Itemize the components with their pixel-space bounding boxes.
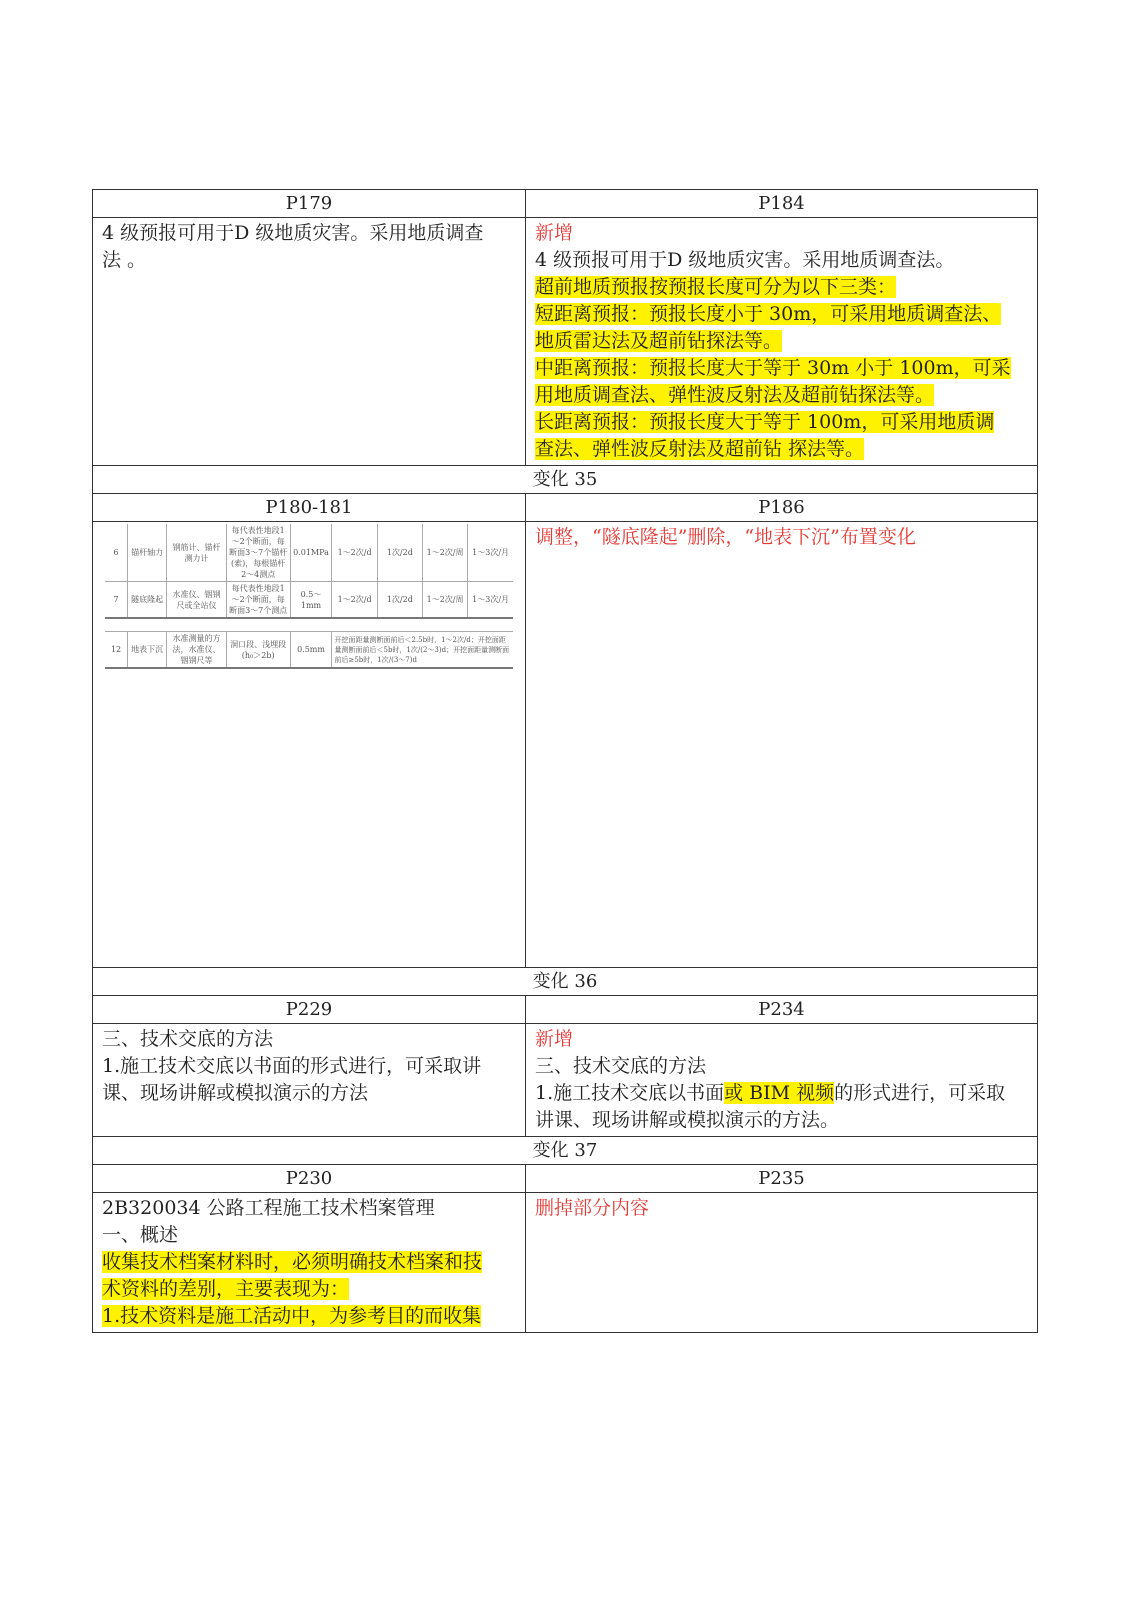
page-header-row <box>93 190 1038 218</box>
highlighted-text: 收集技术档案材料时，必须明确技术档案和技 <box>102 1251 483 1273</box>
content-row <box>93 1193 1038 1333</box>
scan-cell: 水准仪、铟钢尺或全站仪 <box>167 582 227 619</box>
scan-cell: 0.5～1mm <box>290 582 332 619</box>
content-row <box>93 522 1038 968</box>
text-line <box>535 1080 1028 1107</box>
scan-cell: 隧底隆起 <box>128 582 167 619</box>
text-line: 4 级预报可用于D 级地质灾害。采用地质调查法。 <box>535 249 955 271</box>
highlighted-text: 术资料的差别，主要表现为： <box>102 1278 350 1300</box>
scan-cell: 1～3次/月 <box>468 524 513 582</box>
change-tag: 新增 <box>535 1028 574 1050</box>
highlighted-text: 地质雷达法及超前钻探法等。 <box>535 330 783 352</box>
scan-cell: 1～2次/d <box>332 524 377 582</box>
new-content <box>526 522 1038 968</box>
change-label-row <box>93 466 1038 494</box>
scan-cell: 0.5mm <box>290 632 332 669</box>
text-line: 三、技术交底的方法 <box>535 1055 707 1077</box>
scan-cell: 开挖面距量测断面前后＜2.5b时，1～2次/d；开挖面距量测断面前后＜5b时，1次/(2～3)d；开挖面距量测断面前后≥5b时，1次/(3～7)d <box>332 632 513 669</box>
text-line: 课、现场讲解或模拟演示的方法 <box>102 1082 369 1104</box>
old-page-ref: P229 <box>93 996 526 1024</box>
change-label: 变化 37 <box>93 1137 1038 1165</box>
new-page-ref: P235 <box>526 1165 1038 1193</box>
text-segment: 1.施工技术交底以书面 <box>535 1082 725 1104</box>
text-line: 2B320034 公路工程施工技术档案管理 <box>102 1197 435 1219</box>
new-page-ref: P186 <box>526 494 1038 522</box>
scan-row <box>105 524 513 582</box>
highlighted-text: 查法、弹性波反射法及超前钻 探法等。 <box>535 438 865 460</box>
change-label: 变化 36 <box>93 968 1038 996</box>
text-line: 1.施工技术交底以书面的形式进行，可采取讲 <box>102 1055 482 1077</box>
change-tag: 删掉部分内容 <box>535 1197 650 1219</box>
new-page-ref: P184 <box>526 190 1038 218</box>
scan-cell: 洞口段、浅埋段(h₀＞2b) <box>226 632 290 669</box>
change-note: 调整，“隧底隆起”删除，“地表下沉”布置变化 <box>535 526 916 548</box>
text-line: 三、技术交底的方法 <box>102 1028 274 1050</box>
highlighted-text: 中距离预报：预报长度大于等于 30m 小于 100m，可采 <box>535 357 1011 379</box>
scan-cell: 7 <box>105 582 128 619</box>
highlighted-text: 超前地质预报按预报长度可分为以下三类： <box>535 276 897 298</box>
content-row <box>93 218 1038 466</box>
scan-cell: 水准测量的方法，水准仪、铟钢尺等 <box>167 632 227 669</box>
scan-cell: 1次/2d <box>377 524 422 582</box>
old-content <box>93 218 526 466</box>
scan-cell: 1～3次/月 <box>468 582 513 619</box>
scan-row <box>105 582 513 619</box>
scan-cell: 每代表性地段1～2个断面，每断面3～7个锚杆(索)，每根锚杆2～4测点 <box>226 524 290 582</box>
text-line: 法 。 <box>102 249 147 271</box>
change-label-row <box>93 1137 1038 1165</box>
new-page-ref: P234 <box>526 996 1038 1024</box>
change-label-row <box>93 968 1038 996</box>
old-page-ref: P180-181 <box>93 494 526 522</box>
scan-cell: 6 <box>113 548 119 557</box>
old-content <box>93 1193 526 1333</box>
change-label: 变化 35 <box>93 466 1038 494</box>
highlighted-text: 短距离预报：预报长度小于 30m，可采用地质调查法、 <box>535 303 1002 325</box>
highlighted-text: 长距离预报：预报长度大于等于 100m，可采用地质调 <box>535 411 995 433</box>
highlighted-text: 1.技术资料是施工活动中，为参考目的而收集 <box>102 1305 482 1327</box>
scan-cell: 0.01MPa <box>290 524 332 582</box>
new-content <box>526 1193 1038 1333</box>
comparison-table <box>92 189 1038 1333</box>
text-line: 讲课、现场讲解或模拟演示的方法。 <box>535 1109 840 1131</box>
scan-cell: 1～2次/周 <box>422 524 467 582</box>
old-content-scan <box>93 522 526 968</box>
scan-cell: 钢筋计、锚杆测力计 <box>167 524 227 582</box>
highlighted-text: 用地质调查法、弹性波反射法及超前钻探法等。 <box>535 384 935 406</box>
old-page-ref: P230 <box>93 1165 526 1193</box>
old-page-ref: P179 <box>93 190 526 218</box>
scan-cell: 1～2次/d <box>332 582 377 619</box>
scanned-monitoring-table <box>105 524 513 669</box>
text-line: 一、概述 <box>102 1224 179 1246</box>
page-header-row <box>93 494 1038 522</box>
new-content <box>526 218 1038 466</box>
scan-cell: 每代表性地段1～2个断面，每断面3～7个测点 <box>226 582 290 619</box>
highlighted-text: 或 BIM 视频 <box>724 1082 835 1104</box>
scan-cell: 地表下沉 <box>128 632 167 669</box>
old-content <box>93 1024 526 1137</box>
page-header-row <box>93 996 1038 1024</box>
scan-cell: 1次/2d <box>377 582 422 619</box>
new-content <box>526 1024 1038 1137</box>
scan-cell: 锚杆轴力 <box>128 524 167 582</box>
scan-cell: 1～2次/周 <box>422 582 467 619</box>
content-row <box>93 1024 1038 1137</box>
scan-cell: 12 <box>105 632 128 669</box>
text-line: 4 级预报可用于D 级地质灾害。采用地质调查 <box>102 222 484 244</box>
text-segment: 的形式进行，可采取 <box>834 1082 1006 1104</box>
change-tag: 新增 <box>535 222 574 244</box>
page-header-row <box>93 1165 1038 1193</box>
scan-row <box>105 632 513 669</box>
